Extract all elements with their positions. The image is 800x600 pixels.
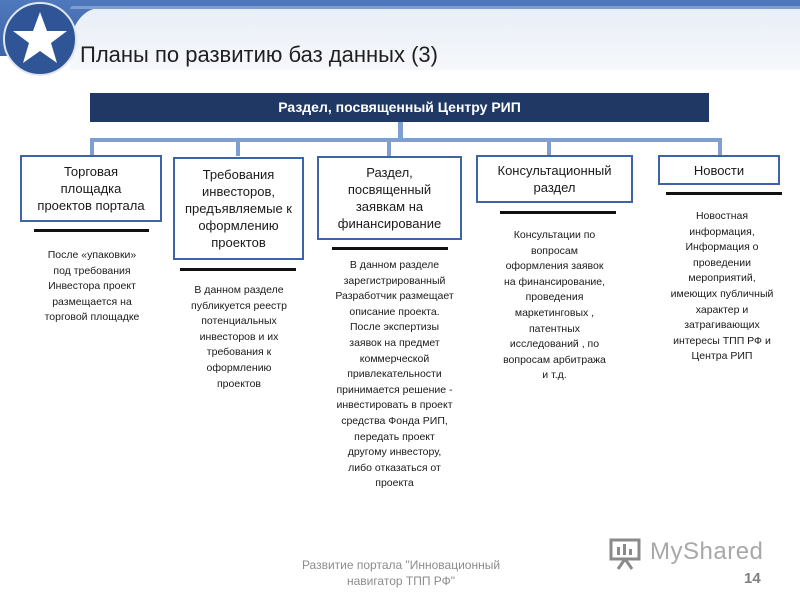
box-line: раздел — [533, 180, 576, 195]
desc-line: проведении — [693, 256, 751, 269]
desc-line: потенциальных — [201, 315, 277, 328]
page-number: 14 — [744, 570, 761, 587]
underline-4 — [500, 211, 616, 214]
myshared-logo — [608, 535, 768, 571]
desc-line: информация, — [689, 225, 755, 238]
desc-line: размещается на — [52, 295, 132, 308]
connector-drop-3 — [387, 138, 391, 156]
box-line: Новости — [693, 162, 745, 178]
box-line: Требования — [202, 167, 275, 182]
description-news — [652, 209, 792, 365]
section-box-trading-platform — [20, 155, 162, 222]
desc-line: инвесторов и их — [199, 330, 279, 343]
desc-line: проведения — [525, 291, 584, 304]
box-line: Консультационный — [497, 163, 612, 178]
box-line: финансирование — [337, 216, 442, 231]
star-emblem-icon — [3, 2, 77, 76]
desc-line: оформления заявок — [505, 260, 604, 273]
presentation-board-icon — [608, 535, 644, 571]
section-box-consulting — [476, 155, 633, 203]
description-trading-platform — [22, 248, 162, 326]
desc-line: на финансирование, — [503, 275, 605, 288]
desc-line: Консультации по — [513, 229, 596, 241]
desc-line: средства Фонда РИП, — [341, 414, 448, 427]
underline-1 — [34, 229, 149, 232]
connector-drop-1 — [90, 138, 94, 156]
desc-line: патентных — [528, 322, 581, 335]
desc-line: вопросам арбитража — [503, 353, 606, 366]
box-line: площадка — [60, 181, 122, 196]
box-line: проектов — [211, 235, 266, 250]
desc-line: Новостная — [695, 210, 749, 222]
box-line: инвесторов, — [202, 184, 275, 199]
desc-line: требования к — [206, 346, 272, 359]
section-box-news — [658, 155, 780, 185]
desc-line: либо отказаться от — [348, 461, 441, 474]
desc-line: После «упаковки» — [47, 249, 137, 261]
desc-line: Информация о — [685, 241, 759, 254]
underline-3 — [332, 247, 448, 250]
desc-line: описание проекта. — [349, 305, 440, 318]
logo-text: MyShared — [650, 538, 764, 565]
desc-line: Инвестора проект — [48, 280, 136, 293]
box-line: предъявляемые к — [185, 201, 292, 216]
section-box-investor-requirements — [173, 157, 304, 260]
desc-line: После экспертизы — [349, 321, 439, 334]
description-consulting — [482, 228, 627, 384]
underline-2 — [180, 268, 296, 271]
header-box: Раздел, посвященный Центру РИП — [90, 93, 709, 122]
desc-line: характер и — [695, 303, 749, 316]
desc-line: принимается решение - — [336, 383, 453, 396]
connector-horizontal — [90, 138, 722, 142]
box-line: проектов портала — [37, 198, 145, 213]
box-line: Торговая — [63, 164, 119, 179]
desc-line: затрагивающих — [684, 319, 760, 332]
desc-line: проекта — [375, 477, 414, 490]
desc-line: В данном разделе — [349, 259, 440, 271]
desc-line: зарегистрированный — [343, 274, 446, 287]
desc-line: публикуется реестр — [191, 299, 287, 312]
desc-line: исследований , по — [509, 338, 600, 351]
desc-line: заявок на предмет — [349, 336, 440, 349]
description-funding-applications — [318, 258, 471, 492]
desc-line: интересы ТПП РФ и — [673, 334, 771, 347]
slide-title: Планы по развитию баз данных (3) — [80, 42, 438, 67]
desc-line: имеющих публичный — [670, 287, 774, 300]
desc-line: привлекательности — [347, 368, 442, 381]
desc-line: и т.д. — [542, 369, 567, 382]
slide-footer: Развитие портала "Инновационный навигатор ТПП РФ" — [301, 558, 501, 588]
desc-line: Центра РИП — [691, 350, 753, 363]
desc-line: проектов — [216, 377, 262, 390]
desc-line: инвестировать в проект — [336, 399, 453, 412]
connector-drop-5 — [718, 138, 722, 156]
underline-5 — [666, 192, 782, 195]
section-box-funding-applications — [317, 156, 462, 240]
banner-line — [70, 6, 800, 9]
box-line: оформлению — [198, 218, 279, 233]
desc-line: торговой площадке — [44, 311, 140, 324]
desc-line: В данном разделе — [194, 284, 284, 296]
desc-line: оформлению — [206, 361, 272, 374]
desc-line: вопросам — [531, 244, 578, 257]
connector-drop-2 — [236, 138, 240, 156]
desc-line: под требования — [53, 264, 131, 277]
box-line: заявкам на — [355, 199, 424, 214]
description-investor-requirements — [170, 283, 308, 392]
box-line: посвященный — [347, 182, 432, 197]
connector-drop-4 — [547, 138, 551, 156]
desc-line: маркетинговых , — [514, 306, 595, 319]
desc-line: Разработчик размещает — [335, 290, 454, 303]
desc-line: другому инвестору, — [347, 446, 442, 459]
desc-line: коммерческой — [359, 352, 430, 365]
desc-line: передать проект — [354, 430, 435, 443]
desc-line: мероприятий, — [688, 272, 756, 285]
box-line: Раздел, — [366, 165, 413, 180]
